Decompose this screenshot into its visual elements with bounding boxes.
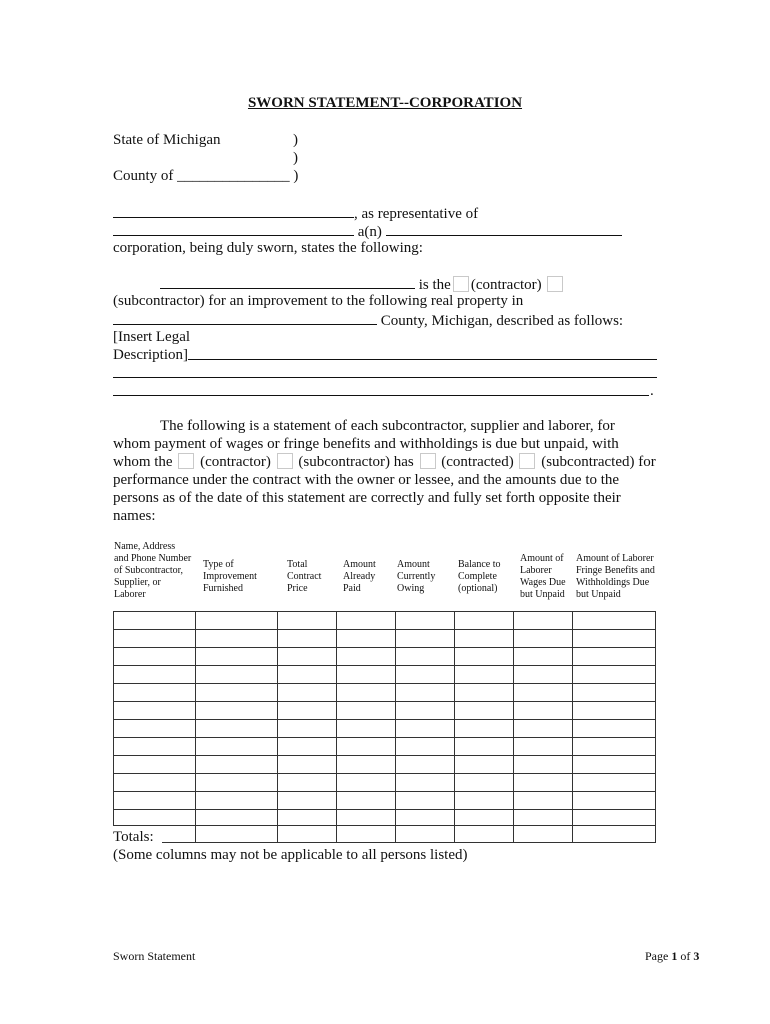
table-col-rule [513,611,514,843]
legal-period: . [650,383,654,399]
table-col-rule [113,611,114,826]
statement-line-5: persons as of the date of this statement are correctly and fully set forth opposite their [113,490,621,506]
county-label: County of _______________ ) [113,168,299,184]
header-total-contract: Total Contract Price [287,559,322,594]
page-number: Page 1 of 3 [645,949,700,963]
header-name-address: Name, Address and Phone Number of Subcontractor, Supplier, or Laborer [114,541,192,600]
header-fringe-benefits: Amount of Laborer Fringe Benefits and Withholdings Due but Unpaid [576,553,655,600]
table-col-rule [572,611,573,843]
header-laborer-wages: Amount of Laborer Wages Due but Unpaid [520,553,566,600]
table-col-rule [336,611,337,843]
statement-line-3: whom the (contractor) (subcontractor) has (contracted) (subcontracted) for [113,454,656,470]
venue-paren-2: ) [293,150,298,166]
table-rule [162,842,656,843]
intro-line-3: corporation, being duly sworn, states the following: [113,240,423,256]
table-col-rule [395,611,396,843]
statement-line-6: names: [113,508,156,524]
county-line: County, Michigan, described as follows: [113,310,623,330]
statement-line-1: The following is a statement of each subcontractor, supplier and laborer, for [160,418,615,434]
header-balance-complete: Balance to Complete (optional) [458,559,501,594]
statement-line-4: performance under the contract with the owner or lessee, and the amounts due to the [113,472,620,488]
corporation-name-line: a(n) [113,221,622,241]
representative-line: , as representative of [113,203,478,223]
header-type-improvement: Type of Improvement Furnished [203,559,257,594]
header-already-paid: Amount Already Paid [343,559,376,594]
table-col-rule [454,611,455,843]
document-title: SWORN STATEMENT--CORPORATION [247,95,523,111]
table-note: (Some columns may not be applicable to all persons listed) [113,847,468,863]
statement-line-2: whom payment of wages or fringe benefits and withholdings is due but unpaid, with [113,436,619,452]
state-label: State of Michigan [113,132,221,148]
legal-label-2: Description] [113,347,188,363]
table-col-rule [195,611,196,843]
venue-paren-1: ) [293,132,298,148]
table-col-rule [655,611,656,843]
header-currently-owing: Amount Currently Owing [397,559,436,594]
footer-title: Sworn Statement [113,949,196,963]
legal-label-1: [Insert Legal [113,329,191,345]
table-col-rule [277,611,278,843]
totals-label: Totals: [113,829,154,845]
contractor-role-line: is the (contractor) [160,274,565,294]
property-line-2: (subcontractor) for an improvement to the following real property in [113,293,524,309]
